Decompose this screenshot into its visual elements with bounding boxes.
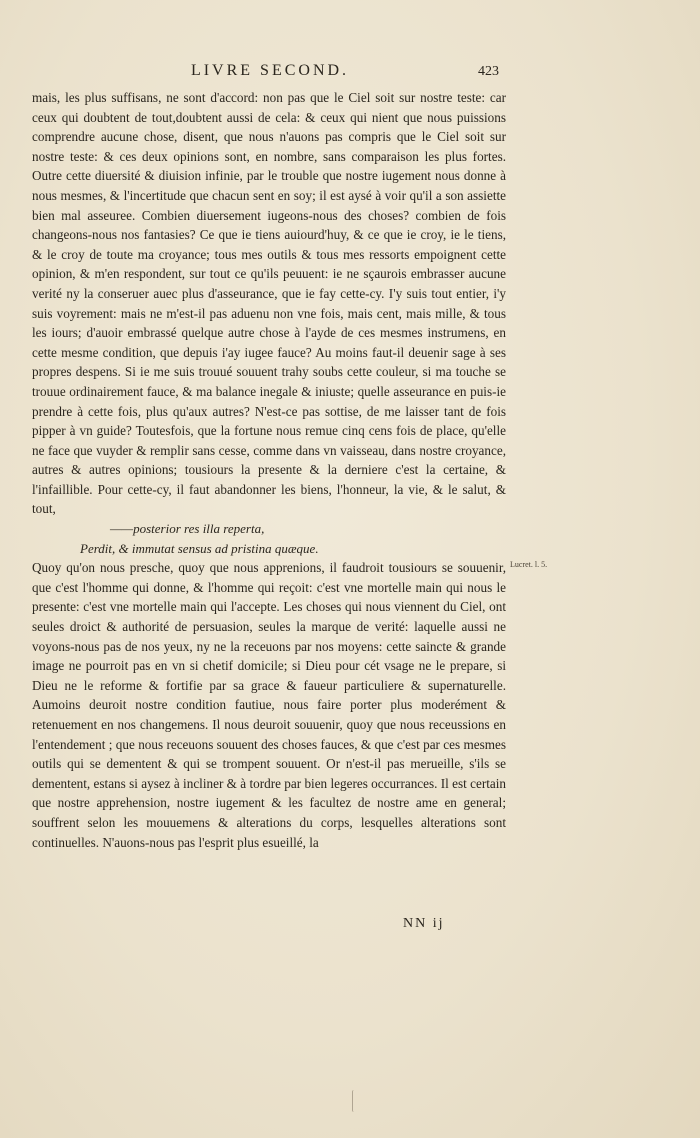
page-number: 423 xyxy=(478,64,499,79)
main-text xyxy=(32,88,506,852)
verse-line-1: ——posterior res illa reperta, xyxy=(110,521,265,537)
paragraph-2: Quoy qu'on nous presche, quoy que nous apprenions, il faudroit tousiours se souuenir, que c'est l'homme qui donne, & l'homme qui reçoit: c'est vne mortelle main qui nous le presente: c'est vne mortelle main qui l'accepte. Les choses qui nous viennent du Ciel, ont seules droict & authorité de persuasion, seules la marque de verité: laquelle aussi ne voyons-nous pas de nos yeux, ny ne la receuons par nos moyens: cette saincte & grande image ne pourroit pas en vn si chetif domicile; si Dieu pour cét vsage ne le prepare, si Dieu ne le reforme & fortifie par sa grace & faueur particuliere & supernaturelle. Aumoins deuroit nostre condition fautiue, nous faire porter plus moderément & retenuement en nos changemens. Il nous deuroit souuenir, quoy que nous receussions en l'entendement ; que nous receuons souuent des choses fauces, & que c'est par ces mesmes outils qui se dementent & qui se trompent souuent. Or n'est-il pas merueille, s'ils se dementent, estans si aysez à incliner & à tordre par bien legeres occurrances. Il est certain que nostre apprehension, nostre iugement & les facultez de nostre ame en general; souffrent selon les mouuemens & alterations du corps, lesquelles alterations sont continuelles. N'auons-nous pas l'esprit plus esueillé, la xyxy=(32,560,506,850)
marginal-citation: Lucret. l. 5. xyxy=(510,560,548,569)
running-head: LIVRE SECOND. xyxy=(190,62,350,79)
paper-fleck xyxy=(352,1090,356,1112)
verse-line-2: Perdit, & immutat sensus ad pristina quæque. xyxy=(80,540,319,556)
signature-mark: NN ij xyxy=(403,916,445,931)
paragraph-1: mais, les plus suffisans, ne sont d'accord: non pas que le Ciel soit sur nostre teste: car ceux qui doubtent de tout,doubtent aussi de cela: & ceux qui nient que nous puissions comprendre aucune chose, disent, que nous n'auons pas compris que le Ciel soit sur nostre teste: & ces deux opinions sont, en nombre, sans comparaison les plus fortes. Outre cette diuersité & diuision infinie, par le trouble que nostre iugement nous donne à nous mesmes, & l'incertitude que chacun sent en soy; il est aysé à voir qu'il a son assiette bien mal asseuree. Combien diuersement iugeons-nous des choses? combien de fois changeons-nous nos fantasies? Ce que ie tiens auiourd'huy, & ce que ie croy, ie le tiens, & le croy de toute ma croyance; tous mes outils & tous mes ressorts empoignent cette opinion, & m'en respondent, sur tout ce qu'ils peuuent: ie ne sçaurois embrasser aucune verité ny la conseruer auec plus d'asseurance, que ie fay cette-cy. I'y suis tout entier, i'y suis voyrement: mais ne m'est-il pas aduenu non vne fois, mais cent, mais mille, & tous les iours; d'auoir embrassé quelque autre chose à l'ayde de ces mesmes instrumens, en cette mesme condition, que depuis i'ay iugee fauce? Au moins faut-il deuenir sage à ses propres despens. Si ie me suis trouué souuent trahy soubs cette couleur, si ma touche se trouue ordinairement fauce, & ma balance inegale & iniuste; quelle asseurance en puis-ie prendre à cette fois, plus qu'aux autres? N'est-ce pas sottise, de me laisser tant de fois pipper à vn guide? Toutesfois, que la fortune nous remue cinq cens fois de place, qu'elle ne face que vuyder & remplir sans cesse, comme dans vn vaisseau, dans nostre croyance, autres & autres opinions; tousiours la presente & la derniere c'est la certaine, & l'infaillible. Pour cette-cy, il faut abandonner les biens, l'honneur, la vie, & le salut, & tout, xyxy=(32,90,506,517)
